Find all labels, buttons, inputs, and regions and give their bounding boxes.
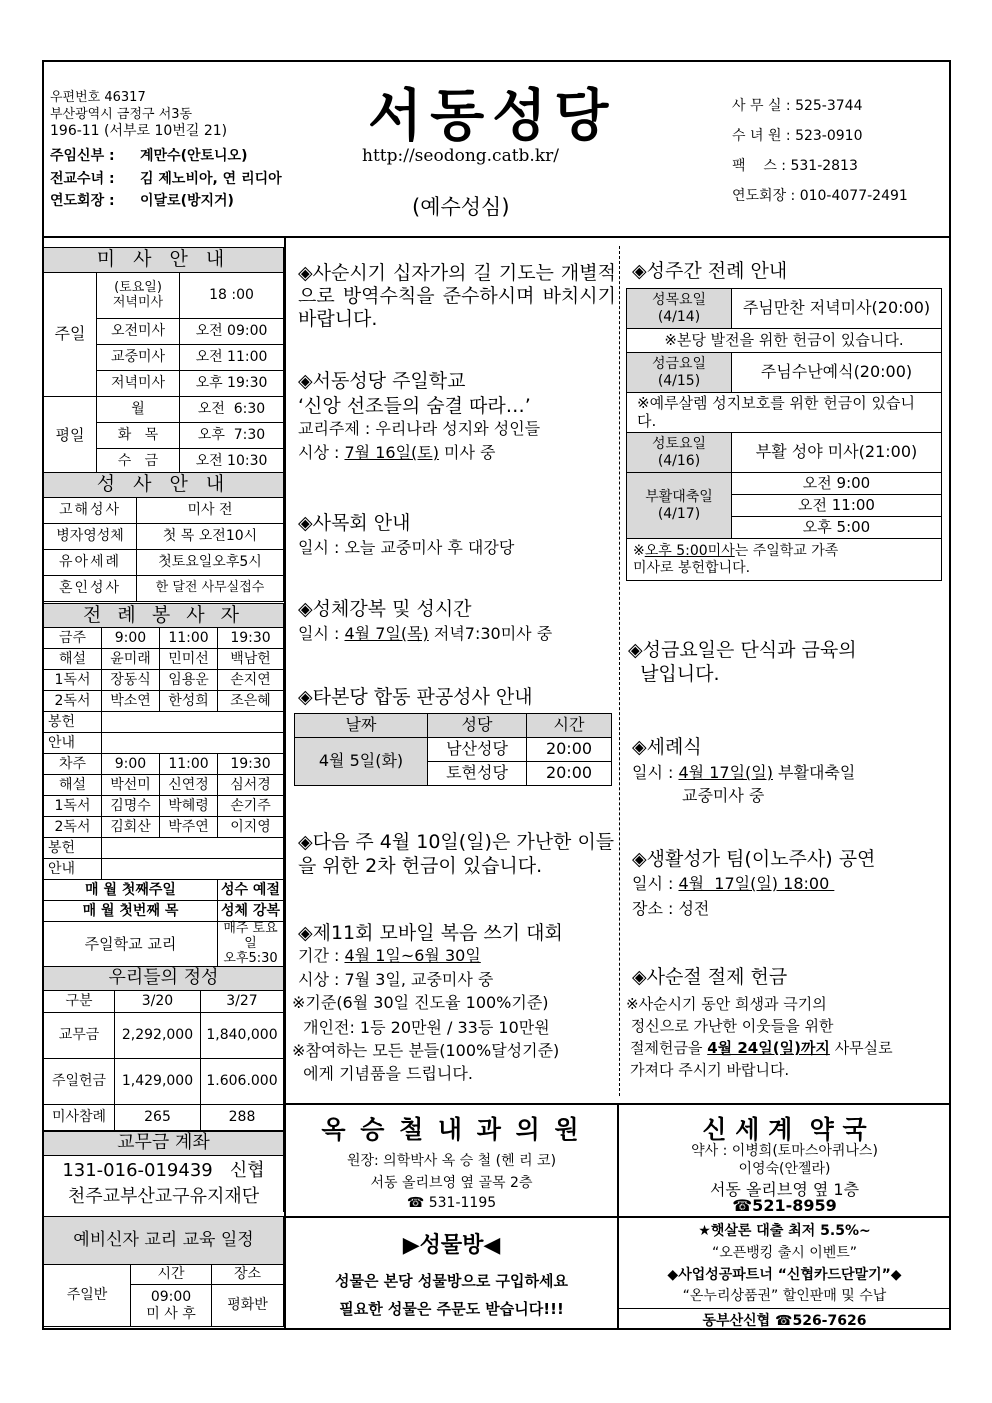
second-collection-notice: ◈다음 주 4월 10일(일)은 가난한 이들을 위한 2차 헌금이 있습니다. xyxy=(298,831,615,877)
server-cell: 김회산 xyxy=(102,817,160,838)
server-cell xyxy=(102,838,284,859)
clinic-director: 원장: 의학박사 옥 승 철 (헨 리 코) xyxy=(346,1153,557,1169)
confession-title: ◈타본당 합동 판공성사 안내 xyxy=(298,686,533,708)
mass-day: 화 목 xyxy=(97,423,180,449)
baptism-title: ◈세례식 xyxy=(632,736,702,758)
mass-time: 오전 10:30 xyxy=(180,449,284,475)
holy-week-event: 부활 성야 미사(21:00) xyxy=(732,433,942,473)
holy-week-day: 부활대축일 (4/17) xyxy=(627,473,732,539)
lent-line: 정신으로 가난한 이웃들을 위한 xyxy=(626,1017,834,1035)
sunday-school-topic: 교리주제 : 우리나라 성지와 성인들 xyxy=(298,419,541,438)
sacrament-name: 고해성사 xyxy=(44,498,137,524)
catechism-place-header: 장소 xyxy=(212,1265,284,1285)
mass-name: 저녁미사 xyxy=(97,371,180,397)
offering-cell: 288 xyxy=(201,1105,284,1131)
benediction-label: 일시 : xyxy=(298,624,345,643)
easter-note-highlight: 오후 5:00미사 xyxy=(644,543,735,560)
sunday-school-label: 주일학교 교리 xyxy=(44,922,218,968)
server-cell: 안내 xyxy=(44,859,102,880)
server-cell: 2독서 xyxy=(44,817,102,838)
bank-ad-contact: 동부산신협 ☎526-7626 xyxy=(702,1313,867,1329)
religious-goods-title: ▶성물방◀ xyxy=(402,1233,501,1258)
mass-time: 오전 09:00 xyxy=(180,319,284,345)
bible-gift: 에게 기념품을 드립니다. xyxy=(298,1064,473,1083)
pharmacist-2: 이영숙(안젤라) xyxy=(738,1161,831,1177)
baptism-mass: 교중미사 중 xyxy=(682,786,765,805)
server-cell xyxy=(102,859,284,880)
holy-week-event: 주님수난예식(20:00) xyxy=(732,353,942,393)
server-cell xyxy=(102,712,284,733)
benediction-title: ◈성체강복 및 성시간 xyxy=(298,598,472,620)
address-line-1: 부산광역시 금정구 서3동 xyxy=(50,107,193,122)
pharmacy-name: 신 세 계 약 국 xyxy=(702,1115,867,1144)
lent-line: ※사순시기 동안 희생과 극기의 xyxy=(626,995,827,1013)
confession-time: 20:00 xyxy=(527,738,612,762)
easter-mass-time: 오후 5:00 xyxy=(732,517,942,539)
baptism-feast: 부활대축일 xyxy=(772,763,856,782)
religious-goods-line-2: 필요한 성물은 주문도 받습니다!!! xyxy=(339,1300,564,1318)
easter-note-text: 는 주일학교 가족 미사로 봉헌합니다. xyxy=(633,543,839,576)
sacrament-value: 한 달전 사무실접수 xyxy=(137,576,284,602)
religious-goods-line-1: 성물은 본당 성물방으로 구입하세요 xyxy=(334,1272,569,1290)
monthly-event-value: 성체 강복 xyxy=(218,901,284,922)
server-cell: 박소연 xyxy=(102,691,160,712)
mass-time: 오전 6:30 xyxy=(180,397,284,423)
offering-header: 3/20 xyxy=(115,991,201,1013)
holy-week-event: 주님만찬 저녁미사(20:00) xyxy=(732,289,942,329)
stations-notice: ◈사순시기 십자가의 길 기도는 개별적으로 방역수칙을 준수하시며 바치시기 바랍니다. xyxy=(298,262,616,330)
server-cell: 심서경 xyxy=(218,775,284,796)
baptism-date: 4월 17일(일) xyxy=(678,763,773,782)
mass-time: 오후 7:30 xyxy=(180,423,284,449)
server-cell: 2독서 xyxy=(44,691,102,712)
bible-participants: ※참여하는 모든 분들(100%달성기준) xyxy=(292,1041,560,1060)
sacrament-table xyxy=(43,472,284,602)
mass-time: 오후 19:30 xyxy=(180,371,284,397)
clinic-address: 서동 올리브영 옆 골목 2층 xyxy=(370,1175,533,1191)
sacrament-title: 성 사 안 내 xyxy=(44,473,284,498)
parish-title: 서동성당 xyxy=(368,84,617,149)
server-cell: 신연정 xyxy=(160,775,218,796)
lent-line: 사무실로 xyxy=(829,1039,893,1057)
confession-header: 시간 xyxy=(527,714,612,738)
sunday-label: 주일 xyxy=(44,273,97,397)
confession-table xyxy=(294,713,612,786)
fasting-notice: ◈성금요일은 단식과 금육의 날입니다. xyxy=(628,639,857,685)
bank-ad-divider xyxy=(619,1308,950,1309)
column-divider-dashed xyxy=(619,246,620,1096)
feast-name: (예수성심) xyxy=(412,195,510,219)
office-phone: 사 무 실 : 525-3744 xyxy=(732,98,863,114)
offering-cell: 1.606.000 xyxy=(201,1059,284,1105)
mass-name: 교중미사 xyxy=(97,345,180,371)
offering-cell: 1,840,000 xyxy=(201,1013,284,1059)
sacrament-name: 병자영성체 xyxy=(44,524,137,550)
mass-day: 월 xyxy=(97,397,180,423)
nun-names: 김 제노비아, 연 리디아 xyxy=(140,171,282,187)
monthly-event-value: 성수 예절 xyxy=(218,880,284,901)
servers-table xyxy=(43,603,284,968)
award-suffix: 미사 중 xyxy=(438,443,496,462)
servers-title: 전 례 봉 사 자 xyxy=(44,604,284,628)
account-number: 131-016-019439 신협 xyxy=(62,1159,265,1181)
server-cell: 백남헌 xyxy=(218,649,284,670)
postal-code: 우편번호 46317 xyxy=(50,90,146,105)
fax-number: 팩 스 : 531-2813 xyxy=(732,158,858,174)
mass-name: (토요일) 저녁미사 xyxy=(97,273,180,319)
catechism-place: 평화반 xyxy=(212,1285,284,1327)
concert-place: 장소 : 성전 xyxy=(632,899,710,918)
offering-header: 3/27 xyxy=(201,991,284,1013)
weekday-label: 평일 xyxy=(44,397,97,475)
sunday-school-notice-title: ◈서동성당 주일학교 xyxy=(298,370,466,392)
server-cell: 19:30 xyxy=(218,754,284,775)
server-cell: 한성희 xyxy=(160,691,218,712)
header-divider xyxy=(42,236,951,238)
bank-ad-line-1: ★햇살론 대출 최저 5.5%~ xyxy=(698,1223,871,1239)
server-cell: 박선미 xyxy=(102,775,160,796)
pharmacist-1: 약사 : 이병희(토마스아퀴나스) xyxy=(691,1143,878,1159)
easter-mass-time: 오전 11:00 xyxy=(732,495,942,517)
sunday-school-time: 매주 토요일 오후5:30 xyxy=(218,922,284,968)
bible-writing-title: ◈제11회 모바일 복음 쓰기 대회 xyxy=(298,922,563,944)
pastor-name: 계만수(안토니오) xyxy=(140,148,248,164)
monthly-event-label: 매 월 첫째주일 xyxy=(44,880,218,901)
offering-cell: 265 xyxy=(115,1105,201,1131)
server-cell: 9:00 xyxy=(102,754,160,775)
server-cell: 봉헌 xyxy=(44,838,102,859)
mass-name: 오전미사 xyxy=(97,319,180,345)
pastoral-council-info: 일시 : 오늘 교중미사 후 대강당 xyxy=(298,538,515,557)
offering-cell: 교무금 xyxy=(44,1013,115,1059)
holy-week-note: ※예루살렘 성지보호를 위한 헌금이 있습니다. xyxy=(627,393,942,433)
server-cell: 조은혜 xyxy=(218,691,284,712)
clinic-name: 옥 승 철 내 과 의 원 xyxy=(321,1115,582,1144)
award-label: 시상 : xyxy=(298,443,345,462)
account-title: 교무금 계좌 xyxy=(44,1132,284,1156)
catechism-table xyxy=(43,1216,284,1327)
yeondo-phone: 연도회장 : 010-4077-2491 xyxy=(732,188,908,204)
convent-phone: 수 녀 원 : 523-0910 xyxy=(732,128,863,144)
sacrament-value: 미사 전 xyxy=(137,498,284,524)
confession-header: 날짜 xyxy=(295,714,428,738)
holy-week-title: ◈성주간 전례 안내 xyxy=(632,260,788,282)
server-cell: 안내 xyxy=(44,733,102,754)
server-cell: 임용운 xyxy=(160,670,218,691)
benediction-time: 저녁7:30미사 중 xyxy=(428,624,553,643)
holy-week-day: 성목요일 (4/14) xyxy=(627,289,732,329)
account-table xyxy=(43,1131,284,1212)
monthly-event-label: 매 월 첫번째 목 xyxy=(44,901,218,922)
lent-line: 가져다 주시기 바랍니다. xyxy=(630,1061,790,1079)
parish-url[interactable]: http://seodong.catb.kr/ xyxy=(362,146,559,166)
nun-label: 전교수녀 : xyxy=(50,171,115,187)
concert-label: 일시 : xyxy=(632,874,679,893)
bible-award: 시상 : 7월 3일, 교중미사 중 xyxy=(298,970,494,989)
sunday-school-theme: ‘신앙 선조들의 숨결 따라…’ xyxy=(298,395,531,417)
server-cell: 해설 xyxy=(44,649,102,670)
bank-ad-line-3: ◆사업성공파트너 “신협카드단말기”◆ xyxy=(667,1267,902,1283)
server-cell: 장동식 xyxy=(102,670,160,691)
offering-title: 우리들의 정성 xyxy=(44,967,284,991)
offering-cell: 주일헌금 xyxy=(44,1059,115,1105)
offering-cell: 2,292,000 xyxy=(115,1013,201,1059)
holy-week-note: ※본당 발전을 위한 헌금이 있습니다. xyxy=(627,329,942,353)
server-cell: 11:00 xyxy=(160,754,218,775)
mass-time: 18 :00 xyxy=(180,273,284,319)
holy-week-day: 성토요일 (4/16) xyxy=(627,433,732,473)
yeondo-label: 연도회장 : xyxy=(50,193,115,209)
catechism-title: 예비신자 교리 교육 일정 xyxy=(44,1217,284,1265)
confession-time: 20:00 xyxy=(527,762,612,786)
award-date: 7월 16일(토) xyxy=(344,443,439,462)
server-cell: 봉헌 xyxy=(44,712,102,733)
server-cell: 19:30 xyxy=(218,628,284,649)
bible-prizes: 개인전: 1등 20만원 / 33등 10만원 xyxy=(298,1018,550,1037)
pastoral-council-title: ◈사목회 안내 xyxy=(298,512,411,534)
ads-divider-middle xyxy=(284,1216,951,1218)
clinic-phone: ☎ 531-1195 xyxy=(406,1195,497,1211)
lent-line: 절제헌금을 xyxy=(630,1039,708,1057)
catechism-class: 주일반 xyxy=(44,1265,131,1327)
confession-parish: 남산성당 xyxy=(428,738,527,762)
catechism-time-header: 시간 xyxy=(131,1265,212,1285)
mass-title: 미 사 안 내 xyxy=(44,248,284,273)
sacrament-value: 첫토요일오후5시 xyxy=(137,550,284,576)
server-cell xyxy=(102,733,284,754)
easter-note-mark: ※ xyxy=(633,543,645,560)
address-line-2: 196-11 (서부로 10번길 21) xyxy=(50,123,228,139)
offering-header: 구분 xyxy=(44,991,115,1013)
offering-cell: 1,429,000 xyxy=(115,1059,201,1105)
server-cell: 민미선 xyxy=(160,649,218,670)
concert-title: ◈생활성가 팀(이노주사) 공연 xyxy=(632,848,876,870)
server-cell: 차주 xyxy=(44,754,102,775)
yeondo-name: 이달로(방지거) xyxy=(140,193,234,209)
mass-day: 수 금 xyxy=(97,449,180,475)
holy-week-day: 성금요일 (4/15) xyxy=(627,353,732,393)
sacrament-name: 유아세례 xyxy=(44,550,137,576)
server-cell: 금주 xyxy=(44,628,102,649)
baptism-label: 일시 : xyxy=(632,763,679,782)
period-dates: 4월 1일~6월 30일 xyxy=(344,946,481,965)
concert-datetime: 4월 17일(일) 18:00 xyxy=(678,874,835,893)
account-holder: 천주교부산교구유지재단 xyxy=(67,1185,260,1207)
lent-offering-title: ◈사순절 절제 헌금 xyxy=(632,966,788,988)
server-cell: 1독서 xyxy=(44,796,102,817)
server-cell: 손지연 xyxy=(218,670,284,691)
holy-week-table xyxy=(626,288,942,581)
server-cell: 김명수 xyxy=(102,796,160,817)
server-cell: 박주연 xyxy=(160,817,218,838)
lent-deadline: 4월 24일(일)까지 xyxy=(707,1039,830,1057)
confession-header: 성당 xyxy=(428,714,527,738)
pharmacy-phone: ☎521-8959 xyxy=(732,1196,837,1215)
bible-criteria: ※기준(6월 30일 진도율 100%기준) xyxy=(292,993,549,1012)
confession-date: 4월 5일(화) xyxy=(295,738,428,786)
mass-schedule-table xyxy=(43,247,284,475)
server-cell: 1독서 xyxy=(44,670,102,691)
catechism-time: 09:00 미 사 후 xyxy=(131,1285,212,1327)
period-label: 기간 : xyxy=(298,946,345,965)
sacrament-value: 첫 목 오전10시 xyxy=(137,524,284,550)
server-cell: 이지영 xyxy=(218,817,284,838)
server-cell: 11:00 xyxy=(160,628,218,649)
bank-ad-line-4: “온누리상품권” 할인판매 및 수납 xyxy=(682,1288,887,1304)
offering-cell: 미사참례 xyxy=(44,1105,115,1131)
pharmacy-address: 서동 올리브영 옆 1층 xyxy=(709,1180,860,1199)
server-cell: 박혜령 xyxy=(160,796,218,817)
pastor-label: 주임신부 : xyxy=(50,148,115,164)
easter-mass-time: 오전 9:00 xyxy=(732,473,942,495)
confession-parish: 토현성당 xyxy=(428,762,527,786)
server-cell: 손기주 xyxy=(218,796,284,817)
bank-ad-line-2: “오픈뱅킹 출시 이벤트” xyxy=(711,1245,858,1261)
mass-time: 오전 11:00 xyxy=(180,345,284,371)
offering-table xyxy=(43,966,284,1131)
server-cell: 9:00 xyxy=(102,628,160,649)
server-cell: 해설 xyxy=(44,775,102,796)
benediction-date: 4월 7일(목) xyxy=(344,624,429,643)
sacrament-name: 혼인성사 xyxy=(44,576,137,602)
server-cell: 윤미래 xyxy=(102,649,160,670)
